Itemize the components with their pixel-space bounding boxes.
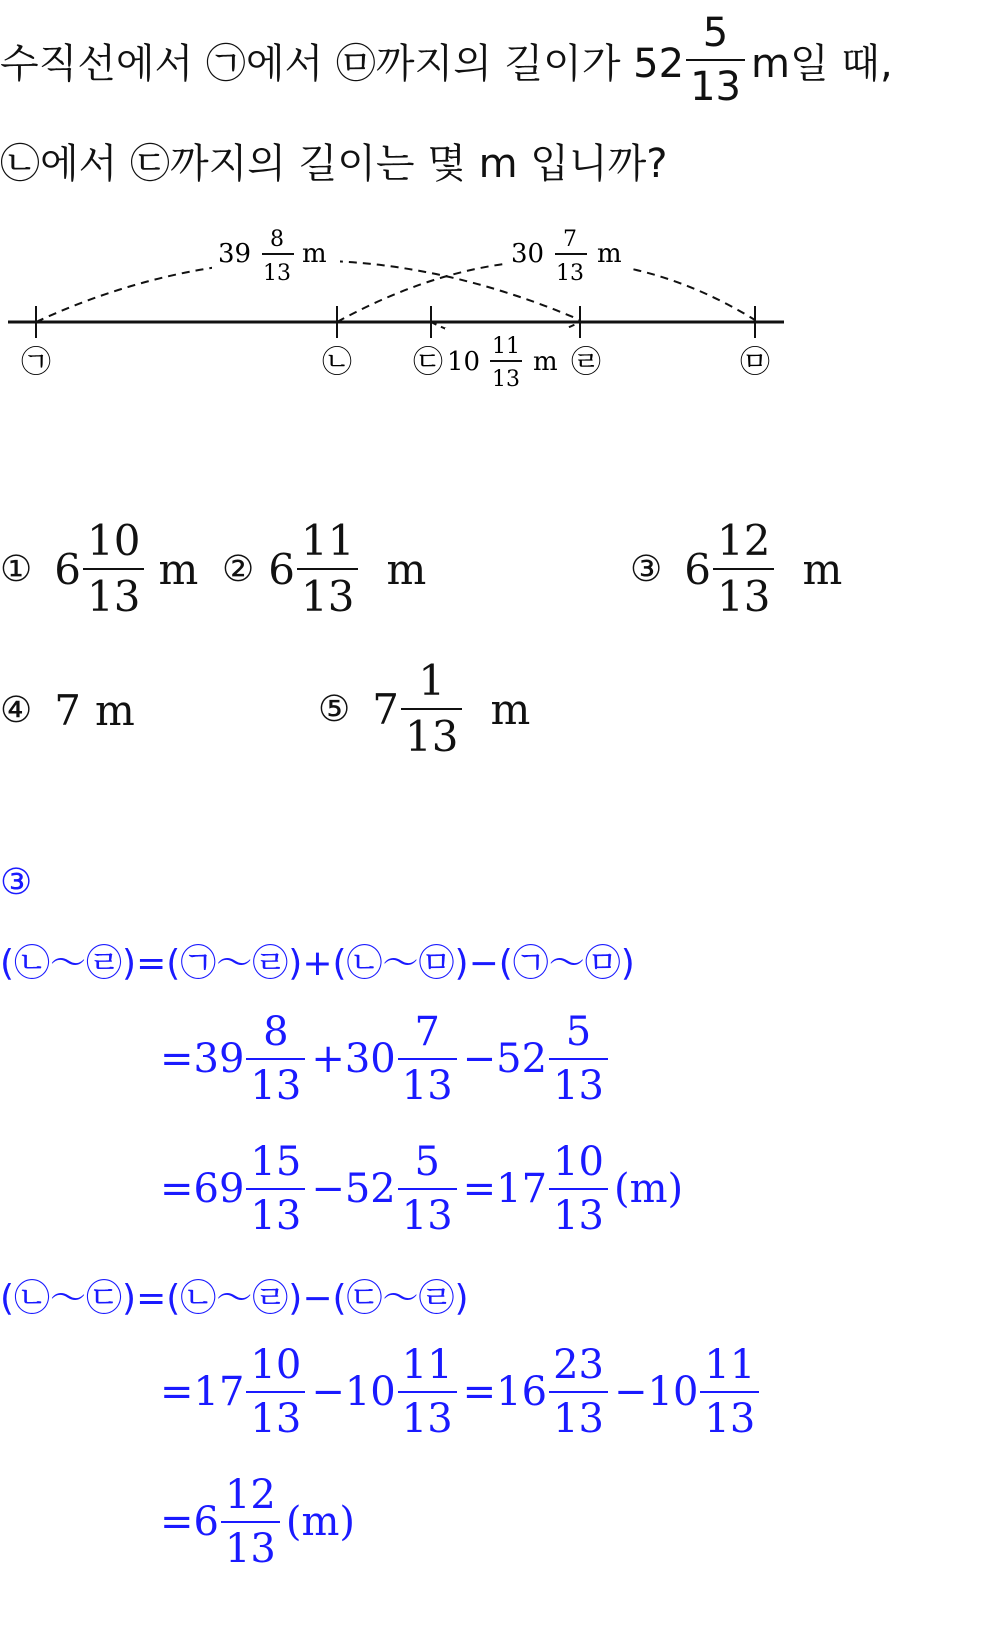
label-be-num: 7 — [563, 227, 577, 252]
point-label-b: ㉡ — [322, 345, 352, 380]
question-line-2 — [0, 130, 667, 190]
label-be-whole: 30 — [511, 239, 545, 269]
label-cd-num: 11 — [492, 334, 520, 359]
point-label-a: ㉠ — [21, 345, 51, 380]
label-ad-whole: 39 — [218, 239, 252, 269]
label-cd-whole: 10 — [447, 347, 481, 377]
point-label-e: ㉤ — [740, 345, 770, 380]
solution-line-6: = 6 $\frac{12}{13}$ (m) — [160, 1472, 356, 1572]
label-cd-unit: m — [533, 347, 558, 377]
point-label-c: ㉢ — [413, 345, 443, 380]
label-ad-unit: m — [302, 239, 327, 269]
question-text-b: m일 때, — [750, 40, 893, 87]
point-label-d: ㉣ — [571, 345, 601, 380]
option-3[interactable]: ③ 6 $\frac{12}{13}$ m — [630, 516, 843, 621]
solution-line-3: = 69 $\frac{15}{13}$ − 52 $\frac{5}{13}$ = 17 $\frac{10}{13}$ (m) — [160, 1139, 684, 1239]
option-4[interactable]: ④ 7 m — [0, 686, 135, 735]
option-2[interactable]: ② 6 $\frac{11}{13}$ m — [222, 516, 427, 621]
solution-line-2: = 39 $\frac{8}{13}$ + 30 $\frac{7}{13}$ − 52 $\frac{5}{13}$ — [160, 1012, 614, 1106]
label-ad-num: 8 — [270, 227, 284, 252]
label-cd-den: 13 — [492, 367, 520, 392]
question-text-2: ㉡에서 ㉢까지의 길이는 몇 m 입니까? — [0, 140, 668, 187]
label-be-den: 13 — [556, 261, 584, 286]
question-fraction: $\frac{5}{13}$ — [686, 13, 745, 107]
number-line-diagram — [0, 210, 800, 410]
solution-line-1: (㉡～㉣)=(㉠～㉣)+(㉡～㉤)−(㉠～㉤) — [0, 943, 635, 984]
question-line-1 — [0, 10, 893, 110]
solution-line-5: = 17 $\frac{10}{13}$ − 10 $\frac{11}{13}$ = 16 $\frac{23}{13}$ − 10 $\frac{11}{13}$ — [160, 1345, 765, 1439]
solution-line-4: (㉡～㉢)=(㉡～㉣)−(㉢～㉣) — [0, 1278, 469, 1319]
label-ad-den: 13 — [263, 261, 291, 286]
label-be-unit: m — [597, 239, 622, 269]
question-text-a: 수직선에서 ㉠에서 ㉤까지의 길이가 52 — [0, 40, 685, 87]
solution-answer: ③ — [0, 862, 33, 903]
option-1[interactable]: ① 6 $\frac{10}{13}$ m — [0, 516, 199, 621]
option-5[interactable]: ⑤ 7 $\frac{1}{13}$ m — [318, 656, 531, 761]
